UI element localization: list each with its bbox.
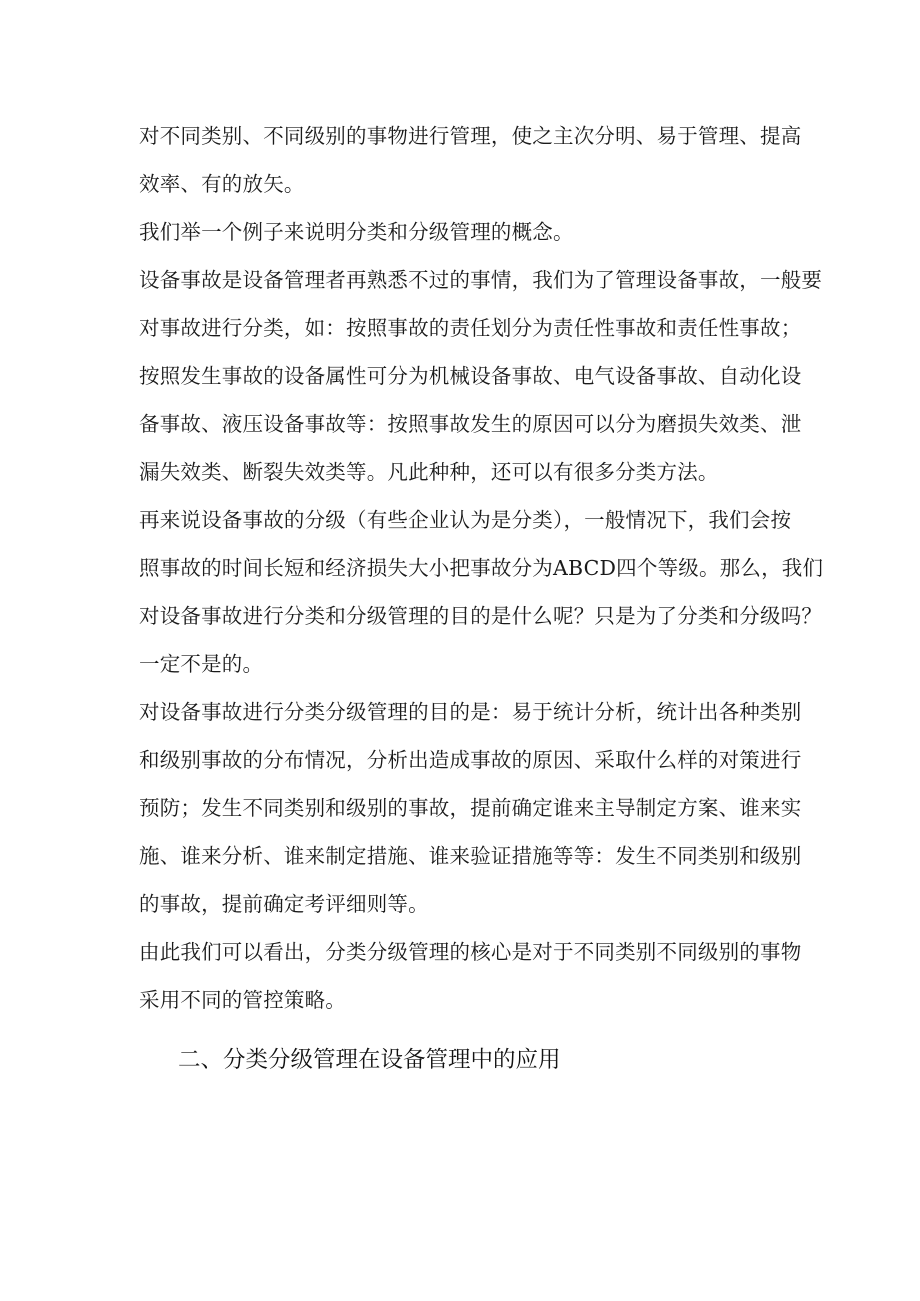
text-line: 对设备事故进行分类分级管理的目的是：易于统计分析，统计出各种类别 [139,700,802,724]
text-line: 对事故进行分类，如：按照事故的责任划分为责任性事故和责任性事故； [139,316,802,340]
text-line: 按照发生事故的设备属性可分为机械设备事故、电气设备事故、自动化设 [139,364,802,388]
text-line: 施、谁来分析、谁来制定措施、谁来验证措施等等：发生不同类别和级别 [139,844,802,868]
text-line: 对设备事故进行分类和分级管理的目的是什么呢？只是为了分类和分级吗？ [139,604,823,628]
text-line: 备事故、液压设备事故等：按照事故发生的原因可以分为磨损失效类、泄 [139,412,802,436]
text-line: 的事故，提前确定考评细则等。 [139,892,429,916]
text-line: 效率、有的放矢。 [139,172,305,196]
text-line: 照事故的时间长短和经济损失大小把事故分为ABCD四个等级。那么，我们 [139,556,824,580]
text-line: 一定不是的。 [139,652,264,676]
text-line: 漏失效类、断裂失效类等。凡此种种，还可以有很多分类方法。 [139,460,719,484]
text-line: 再来说设备事故的分级（有些企业认为是分类），一般情况下，我们会按 [139,508,792,532]
text-line: 预防；发生不同类别和级别的事故，提前确定谁来主导制定方案、谁来实 [139,796,802,820]
text-line: 我们举一个例子来说明分类和分级管理的概念。 [139,220,574,244]
section-heading: 二、分类分级管理在设备管理中的应用 [178,1047,561,1073]
text-line: 对不同类别、不同级别的事物进行管理，使之主次分明、易于管理、提高 [139,124,802,148]
text-line: 由此我们可以看出，分类分级管理的核心是对于不同类别不同级别的事物 [139,940,802,964]
text-line: 和级别事故的分布情况，分析出造成事故的原因、采取什么样的对策进行 [139,748,802,772]
text-line: 设备事故是设备管理者再熟悉不过的事情，我们为了管理设备事故，一般要 [139,268,823,292]
text-line: 采用不同的管控策略。 [139,988,346,1012]
body-text [139,112,824,1024]
